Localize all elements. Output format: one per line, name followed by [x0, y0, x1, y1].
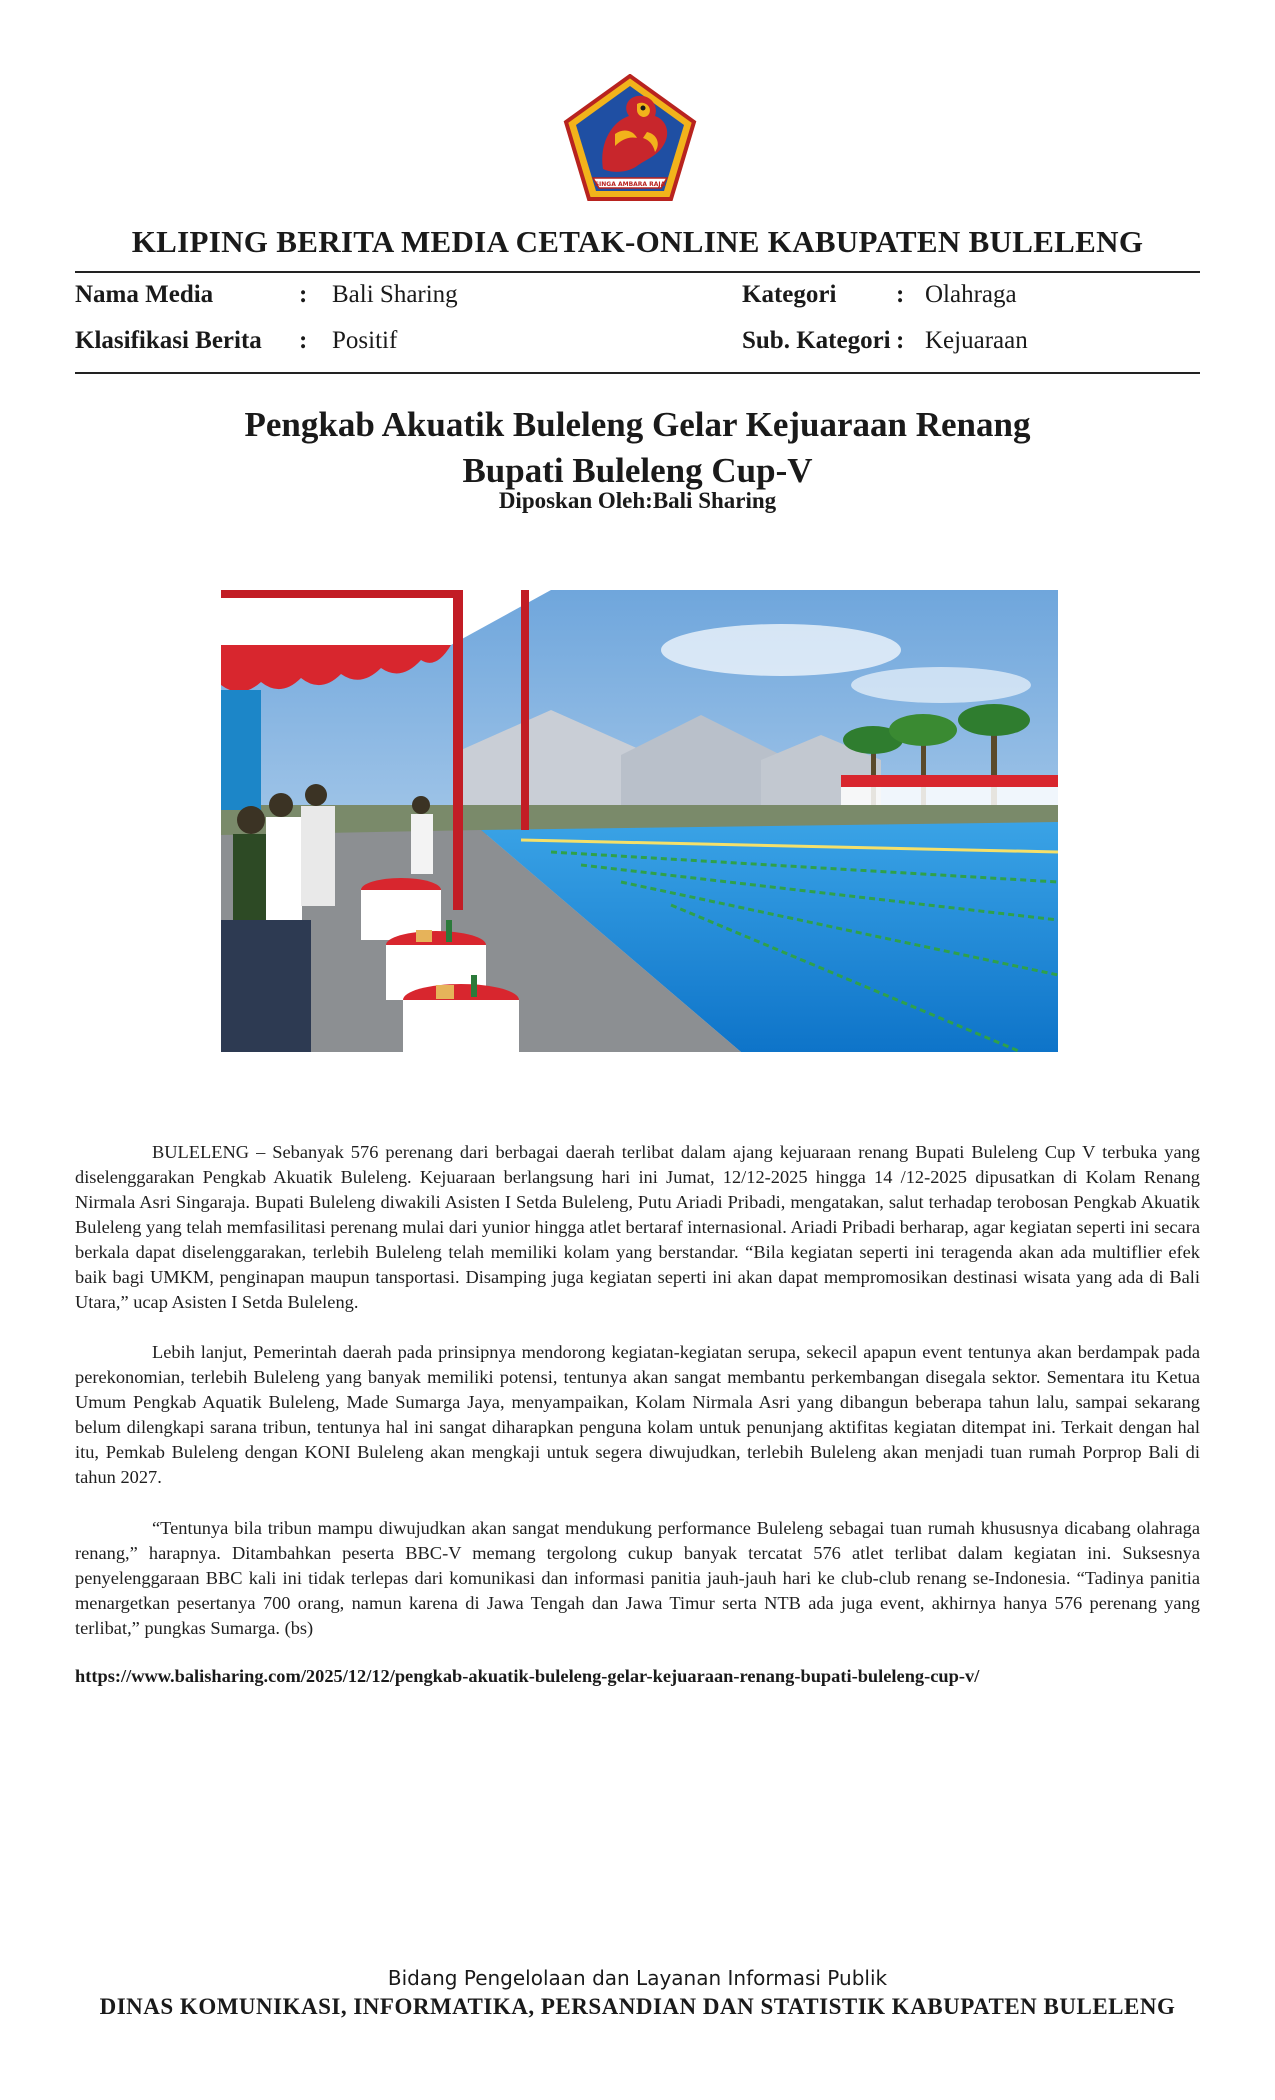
meta-label: Klasifikasi Berita [75, 327, 262, 354]
footer-department: Bidang Pengelolaan dan Layanan Informasi Publik [387, 1966, 888, 1990]
article-paragraph-2 [75, 1340, 1200, 1490]
meta-colon: : [896, 327, 905, 354]
paragraph-text: BULELENG – Sebanyak 576 perenang dari berbagai daerah terlibat dalam ajang kejuaraan renang Bupati Buleleng Cup V terbuka yang diselenggarakan Pengkab Akuatik Buleleng. Kejuaraan berlangsung hari ini Jumat, 12/12-2025 hingga 14 /12-2025 dipusatkan di Kolam Renang Nirmala Asri Singaraja. Bupati Buleleng diwakili Asisten I Setda Buleleng, Putu Ariadi Pribadi, mengatakan, salut terhadap terobosan Pengkab Akuatik Buleleng yang telah memfasilitasi perenang mulai dari yunior hingga atlet bertaraf internasional. Ariadi Pribadi berharap, agar kegiatan seperti ini secara berkala dapat diselenggarakan, terlebih Buleleng telah memiliki kolam yang berstandar. “Bila kegiatan seperti ini teragenda akan ada multiflier efek baik bagi UMKM, penginapan maupun tansportasi. Disamping juga kegiatan seperti ini akan dapat mempromosikan destinasi wisata yang ada di Bali Utara,” ucap Asisten I Setda Buleleng. [75, 1142, 1200, 1312]
divider-bottom [75, 372, 1200, 374]
meta-value: Kejuaraan [925, 327, 1028, 354]
paragraph-text: Lebih lanjut, Pemerintah daerah pada prinsipnya mendorong kegiatan-kegiatan serupa, sekecil apapun event tentunya akan berdampak pada perekonomian, terlebih Buleleng yang banyak memiliki potensi, tentunya akan sangat membantu perkembangan disegala sektor. Sementara itu Ketua Umum Pengkab Aquatik Buleleng, Made Sumarga Jaya, menyampaikan, Kolam Nirmala Asri yang dibangun beberapa tahun lalu, sampai sekarang belum dilengkapi sarana tribun, tentunya hal ini sangat diharapkan penguna kolam untuk penunjang aktifitas kegiatan ditempat ini. Terkait dengan hal itu, Pemkab Buleleng dengan KONI Buleleng akan mengkaji untuk segera diwujudkan, terlebih Buleleng akan menjadi tuan rumah Porprop Bali di tahun 2027. [75, 1342, 1200, 1487]
meta-colon: : [896, 281, 905, 308]
meta-value: Positif [332, 327, 398, 354]
emblem-ribbon-text: SINGA AMBARA RAJA [594, 181, 666, 188]
paragraph-text: “Tentunya bila tribun mampu diwujudkan akan sangat mendukung performance Buleleng sebagai tuan rumah khususnya dicabang olahraga renang,” harapnya. Ditambahkan peserta BBC-V memang tergolong cukup banyak tercatat 576 atlet terlibat dalam kegiatan ini. Suksesnya penyelenggaraan BBC kali ini tidak terlepas dari komunikasi dan informasi panitia jauh-jauh hari ke club-club renang se-Indonesia. “Tadinya panitia menargetkan pesertanya 700 orang, namun karena di Jawa Tengah dan Jawa Timur serta NTB ada juga event, akhirnya hanya 576 perenang yang terlibat,” pungkas Sumarga. (bs) [75, 1518, 1200, 1638]
article-photo [221, 590, 1058, 1052]
regency-emblem-icon [563, 74, 697, 202]
divider-top [75, 271, 1200, 273]
footer-agency: DINAS KOMUNIKASI, INFORMATIKA, PERSANDIAN DAN STATISTIK KABUPATEN BULELENG [99, 1994, 1176, 2019]
meta-colon: : [299, 327, 308, 354]
article-byline: Diposkan Oleh:Bali Sharing [498, 488, 777, 513]
article-headline-line-1: Pengkab Akuatik Buleleng Gelar Kejuaraan Renang [244, 405, 1031, 444]
meta-label: Kategori [742, 281, 837, 308]
meta-label: Sub. Kategori [742, 327, 891, 354]
meta-label: Nama Media [75, 281, 214, 308]
article-paragraph-1 [75, 1140, 1200, 1315]
meta-colon: : [299, 281, 308, 308]
source-link[interactable]: https://www.balisharing.com/2025/12/12/pengkab-akuatik-buleleng-gelar-kejuaraan-renang-bupati-buleleng-cup-v/ [75, 1666, 980, 1686]
page-title: KLIPING BERITA MEDIA CETAK-ONLINE KABUPATEN BULELENG [131, 224, 1144, 259]
article-headline-line-2: Bupati Buleleng Cup-V [462, 451, 813, 490]
article-paragraph-3 [75, 1516, 1200, 1641]
meta-value: Olahraga [925, 281, 1017, 308]
meta-value: Bali Sharing [332, 281, 458, 308]
